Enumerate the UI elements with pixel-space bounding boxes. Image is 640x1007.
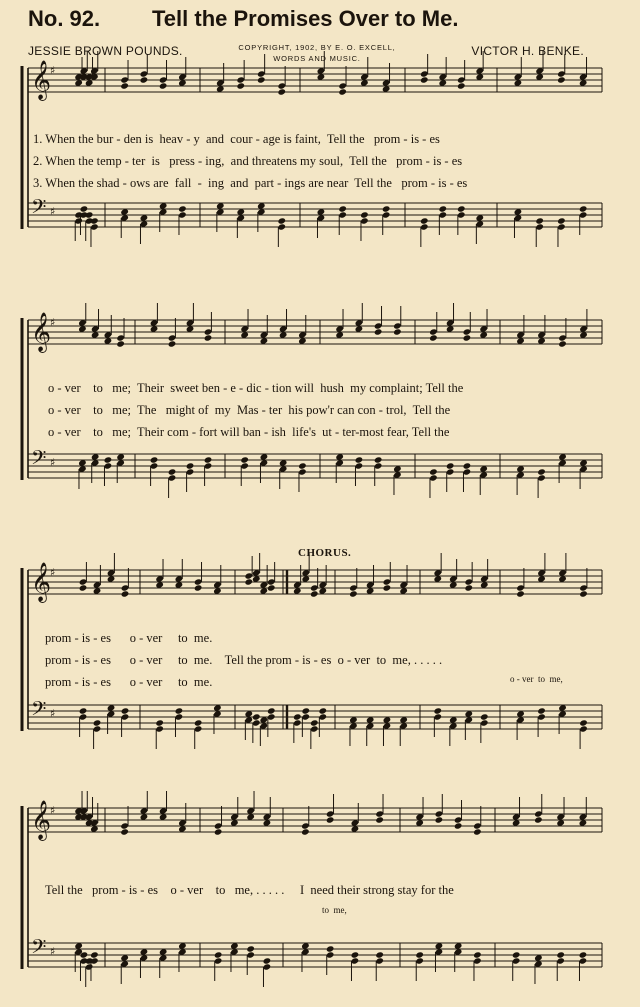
note-chord	[116, 453, 125, 483]
treble-staff	[28, 68, 602, 92]
note-chord	[159, 948, 168, 978]
note-chord	[375, 951, 384, 981]
echo-lyric: o - ver to me,	[510, 674, 563, 684]
note-chord	[104, 315, 113, 345]
note-chord	[374, 306, 383, 336]
note-chord	[457, 205, 466, 235]
note-chord	[415, 951, 424, 981]
hymn-number: No. 92.	[28, 6, 101, 31]
note-chord	[213, 704, 222, 734]
note-chord	[194, 562, 203, 592]
note-chord	[473, 951, 482, 981]
echo-lyric: to me,	[322, 905, 347, 915]
note-chord	[216, 202, 225, 232]
note-chord	[301, 942, 310, 972]
copyright-line: COPYRIGHT, 1902, BY E. O. EXCELL,	[238, 43, 396, 52]
note-chord	[244, 710, 253, 740]
note-chord	[230, 942, 239, 972]
note-chord	[216, 63, 225, 93]
note-chord	[194, 719, 203, 749]
treble-clef-icon: 𝄞	[31, 562, 52, 602]
note-chord	[383, 716, 392, 746]
note-chord	[335, 309, 344, 339]
note-chord	[433, 707, 442, 737]
note-chord	[140, 791, 149, 821]
bass-clef-icon: 𝄢	[31, 935, 47, 963]
note-chord	[537, 707, 546, 737]
note-chord	[204, 312, 213, 342]
note-chord	[246, 791, 255, 821]
note-chord	[263, 957, 272, 987]
note-chord	[366, 565, 375, 595]
note-chord	[457, 60, 466, 90]
note-chord	[175, 707, 184, 737]
note-chord	[579, 951, 588, 981]
note-chord	[338, 205, 347, 235]
note-chord	[246, 945, 255, 975]
note-chord	[318, 707, 327, 737]
note-chord	[252, 713, 261, 743]
treble-clef-icon: 𝄞	[31, 60, 52, 100]
note-chord	[293, 713, 302, 743]
note-chord	[516, 465, 525, 495]
note-chord	[236, 60, 245, 90]
verse-1-lyric: o - ver to me; Their sweet ben - e - dic - tion will hush my complaint; Tell the	[48, 381, 464, 395]
note-chord	[91, 309, 100, 339]
note-chord	[393, 465, 402, 495]
note-chord	[186, 303, 195, 333]
note-chord	[121, 568, 130, 598]
note-chord	[558, 318, 567, 348]
note-chord	[514, 208, 523, 238]
note-chord	[534, 794, 543, 824]
note-chord	[214, 806, 223, 836]
chorus-label: CHORUS.	[298, 547, 352, 559]
note-chord	[516, 315, 525, 345]
note-chord	[579, 57, 588, 87]
note-chord	[429, 468, 438, 498]
note-chord	[335, 453, 344, 483]
note-chord	[120, 60, 129, 90]
note-chord	[104, 456, 113, 486]
sharp-key-icon: ♯	[50, 566, 56, 579]
verse-1-lyric: 1. When the bur - den is heav - y and cour - age is faint, Tell the prom - is - es	[33, 132, 440, 146]
verse-1-lyric: prom - is - es o - ver to me.	[45, 631, 213, 645]
note-chord	[159, 60, 168, 90]
note-chord	[349, 716, 358, 746]
note-chord	[150, 456, 159, 486]
note-chord	[93, 719, 102, 749]
note-chord	[230, 797, 239, 827]
note-chord	[446, 303, 455, 333]
note-chord	[175, 559, 184, 589]
note-chord	[178, 803, 187, 833]
note-chord	[120, 806, 129, 836]
sharp-key-icon: ♯	[50, 804, 56, 817]
verse-2-lyric: 2. When the temp - ter is press - ing, and threatens my soul, Tell the prom - is - es	[33, 154, 463, 168]
note-chord	[298, 462, 307, 492]
note-chord	[267, 562, 276, 592]
note-chord	[360, 211, 369, 241]
treble-clef-icon: 𝄞	[31, 800, 52, 840]
note-chord	[214, 951, 223, 981]
note-chord	[279, 309, 288, 339]
treble-clef-icon: 𝄞	[31, 312, 52, 352]
bass-clef-icon: 𝄢	[31, 446, 47, 474]
note-chord	[558, 453, 567, 483]
note-chord	[454, 942, 463, 972]
verse-3-lyric: 3. When the shad - ows are fall - ing and part - ings are near Tell the prom - is - es	[33, 176, 468, 190]
note-chord	[240, 309, 249, 339]
note-chord	[178, 57, 187, 87]
bass-staff	[28, 454, 602, 478]
treble-staff	[28, 320, 602, 344]
note-chord	[433, 553, 442, 583]
note-chord	[449, 716, 458, 746]
verse-3-lyric: o - ver to me; Their com - fort will ban - ish life's ut - ter-most fear, Tell the	[48, 425, 450, 439]
note-chord	[535, 217, 544, 247]
note-chord	[301, 806, 310, 836]
note-chord	[420, 217, 429, 247]
note-chord	[240, 456, 249, 486]
sharp-key-icon: ♯	[50, 205, 56, 218]
note-chord	[463, 462, 472, 492]
note-chord	[556, 797, 565, 827]
note-chord	[579, 797, 588, 827]
note-chord	[449, 559, 458, 589]
note-chord	[259, 565, 268, 595]
note-chord	[79, 562, 88, 592]
note-chord	[479, 465, 488, 495]
note-chord	[480, 559, 489, 589]
note-chord	[579, 568, 588, 598]
note-chord	[516, 568, 525, 598]
bass-clef-icon: 𝄢	[31, 195, 47, 223]
sharp-key-icon: ♯	[50, 316, 56, 329]
note-chord	[267, 707, 276, 737]
note-chord	[326, 794, 335, 824]
verse-2-lyric: o - ver to me; The might of my Mas - ter his pow'r can con - trol, Tell the	[48, 403, 451, 417]
note-chord	[298, 315, 307, 345]
lyricist-credit: JESSIE BROWN POUNDS.	[28, 44, 183, 58]
note-chord	[579, 459, 588, 489]
note-chord	[244, 556, 253, 586]
note-chord	[512, 797, 521, 827]
note-chord	[537, 468, 546, 498]
note-chord	[464, 562, 473, 592]
note-chord	[473, 806, 482, 836]
note-chord	[310, 719, 319, 749]
note-chord	[537, 553, 546, 583]
note-chord	[260, 315, 269, 345]
note-chord	[263, 797, 272, 827]
note-chord	[558, 553, 567, 583]
note-chord	[78, 459, 87, 489]
note-chord	[93, 565, 102, 595]
note-chord	[514, 57, 523, 87]
sharp-key-icon: ♯	[50, 456, 56, 469]
note-chord	[374, 456, 383, 486]
sharp-key-icon: ♯	[50, 707, 56, 720]
note-chord	[121, 707, 130, 737]
note-chord	[155, 559, 164, 589]
note-chord	[178, 942, 187, 972]
note-chord	[512, 951, 521, 981]
note-chord	[140, 214, 149, 244]
note-chord	[155, 719, 164, 749]
note-chord	[317, 208, 326, 238]
note-chord	[355, 303, 364, 333]
sharp-key-icon: ♯	[50, 64, 56, 77]
note-chord	[579, 719, 588, 749]
note-chord	[277, 217, 286, 247]
note-chord	[475, 214, 484, 244]
sharp-key-icon: ♯	[50, 945, 56, 958]
note-chord	[435, 942, 444, 972]
note-chord	[454, 800, 463, 830]
verse-2-lyric: prom - is - es o - ver to me. Tell the prom - is - es o - ver to me, . . . . .	[45, 653, 443, 667]
note-chord	[204, 456, 213, 486]
note-chord	[91, 453, 100, 483]
note-chord	[213, 565, 222, 595]
note-chord	[438, 205, 447, 235]
note-chord	[277, 66, 286, 96]
note-chord	[78, 303, 87, 333]
note-chord	[338, 66, 347, 96]
note-chord	[579, 205, 588, 235]
note-chord	[557, 217, 566, 247]
note-chord	[429, 312, 438, 342]
note-chord	[537, 315, 546, 345]
bass-clef-icon: 𝄢	[31, 697, 47, 725]
note-chord	[186, 462, 195, 492]
note-chord	[236, 208, 245, 238]
copyright-line: WORDS AND MUSIC.	[273, 54, 361, 63]
note-chord	[79, 707, 88, 737]
note-chord	[159, 791, 168, 821]
note-chord	[480, 713, 489, 743]
note-chord	[399, 716, 408, 746]
note-chord	[90, 217, 99, 247]
note-chord	[90, 951, 99, 981]
note-chord	[351, 803, 360, 833]
note-chord	[120, 954, 129, 984]
note-chord	[558, 704, 567, 734]
note-chord	[393, 306, 402, 336]
note-chord	[259, 716, 268, 746]
note-chord	[310, 568, 319, 598]
note-chord	[355, 456, 364, 486]
note-chord	[360, 57, 369, 87]
note-chord	[257, 202, 266, 232]
note-chord	[382, 205, 391, 235]
treble-staff	[28, 808, 602, 832]
note-chord	[399, 565, 408, 595]
note-chord	[293, 565, 302, 595]
music-system-4	[0, 800, 640, 1007]
note-chord	[260, 453, 269, 483]
note-chord	[178, 205, 187, 235]
note-chord	[415, 797, 424, 827]
note-chord	[351, 951, 360, 981]
note-chord	[318, 565, 327, 595]
note-chord	[382, 63, 391, 93]
note-chord	[107, 704, 116, 734]
note-chord	[279, 459, 288, 489]
note-chord	[140, 948, 149, 978]
note-chord	[168, 468, 177, 498]
hymn-title: Tell the Promises Over to Me.	[152, 6, 459, 31]
note-chord	[534, 954, 543, 984]
note-chord	[116, 318, 125, 348]
note-chord	[463, 312, 472, 342]
note-chord	[168, 318, 177, 348]
note-chord	[464, 710, 473, 740]
bass-staff	[28, 203, 602, 227]
note-chord	[438, 57, 447, 87]
verse-1-lyric: Tell the prom - is - es o - ver to me, . . . . . I need their strong stay for the	[45, 883, 454, 897]
verse-3-lyric: prom - is - es o - ver to me.	[45, 675, 213, 689]
composer-credit: VICTOR H. BENKE.	[471, 44, 584, 58]
note-chord	[301, 707, 310, 737]
note-chord	[366, 716, 375, 746]
note-chord	[150, 303, 159, 333]
note-chord	[326, 945, 335, 975]
note-chord	[375, 794, 384, 824]
note-chord	[446, 462, 455, 492]
note-chord	[120, 208, 129, 238]
note-chord	[383, 562, 392, 592]
note-chord	[252, 553, 261, 583]
note-chord	[349, 568, 358, 598]
note-chord	[159, 202, 168, 232]
note-chord	[516, 710, 525, 740]
note-chord	[556, 951, 565, 981]
note-chord	[435, 794, 444, 824]
note-chord	[479, 309, 488, 339]
note-chord	[579, 309, 588, 339]
note-chord	[107, 553, 116, 583]
